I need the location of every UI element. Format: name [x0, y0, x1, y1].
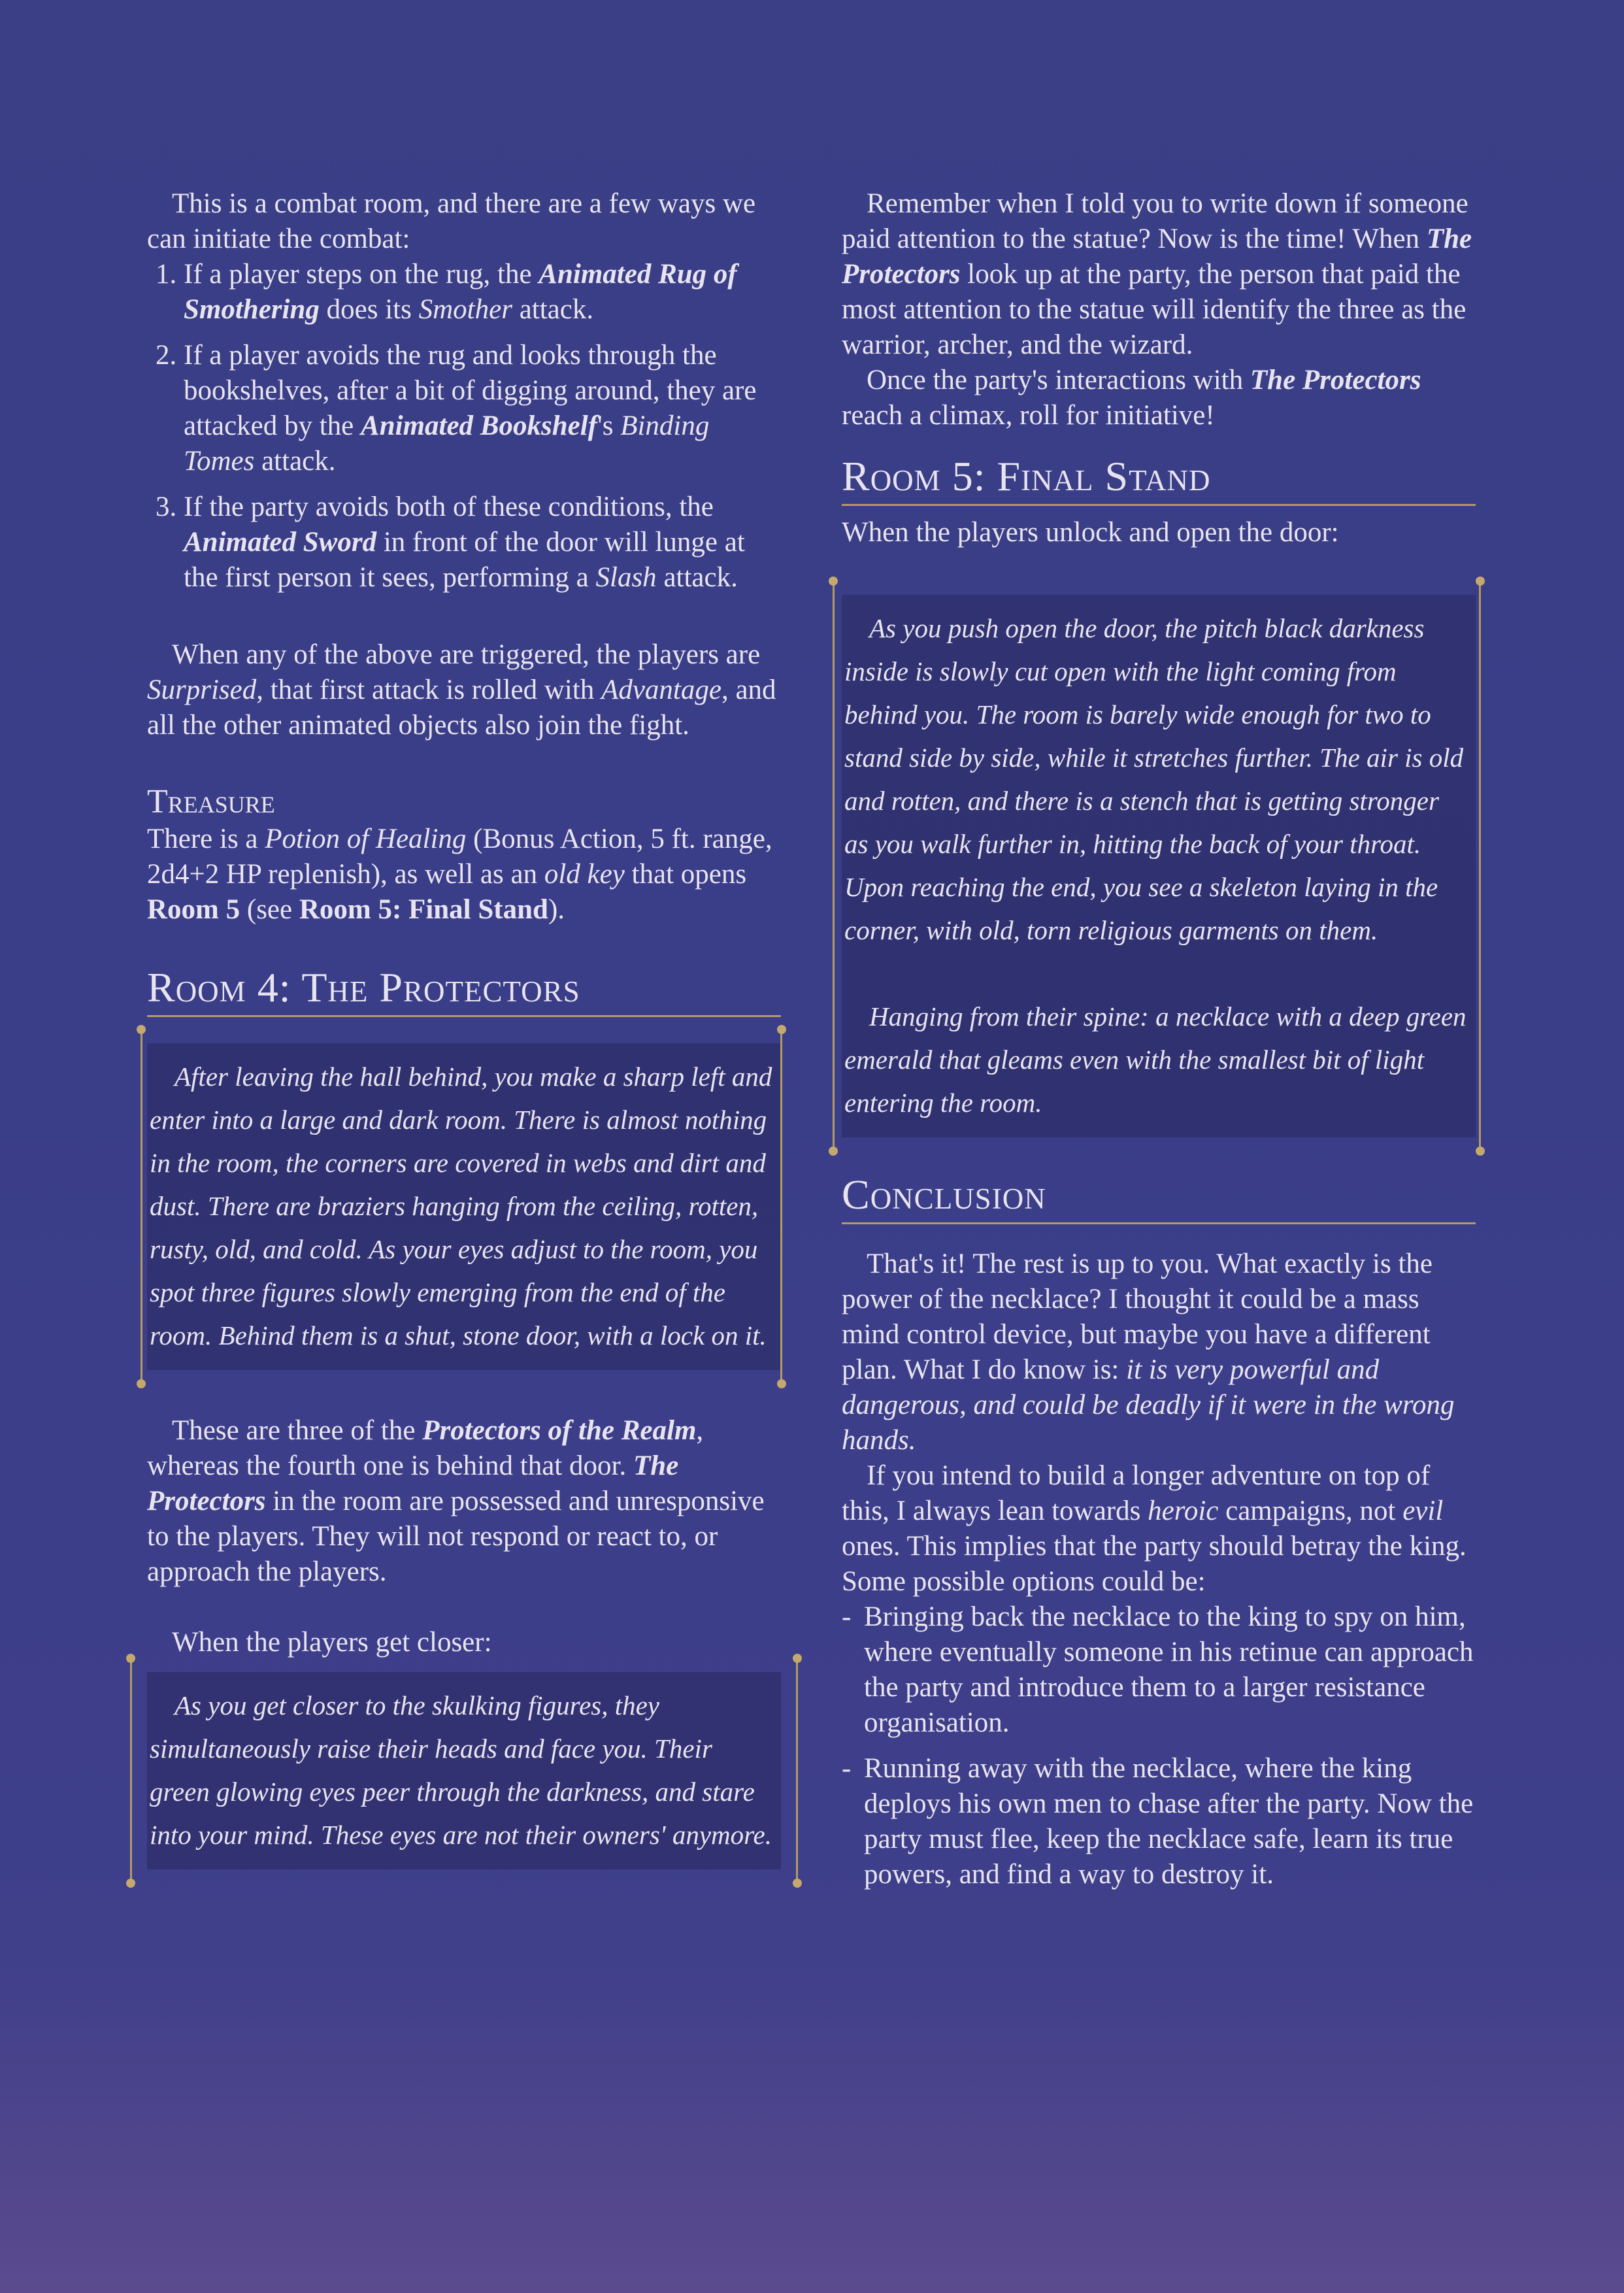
frame-dot [137, 1379, 146, 1388]
conclusion-paragraph-2: If you intend to build a longer adventure on top of this, I always lean towards heroic campaigns, not evil ones. This implies that the party should betray the king. Some possible options could be: [842, 1460, 1467, 1597]
frame-left [833, 580, 835, 1152]
frame-right [780, 1029, 782, 1384]
room4-readaloud-box [147, 1043, 781, 1370]
frame-dot [1476, 1146, 1485, 1156]
conclusion-paragraph-1: That's it! The rest is up to you. What exactly is the power of the necklace? I thought it could be a mass mind control device, but maybe you have a different plan. What I do know is: it is very powerful and dangerous, and could be deadly if it were in the wrong hands. [842, 1248, 1455, 1456]
list-item: 1. If a player steps on the rug, the Animated Rug of Smothering does its Smother attack. [184, 257, 781, 327]
frame-dot [793, 1879, 802, 1888]
treasure-paragraph: There is a Potion of Healing (Bonus Action, 5 ft. range, 2d4+2 HP replenish), as well as an old key that opens Room 5 (see Room 5: Final Stand). [147, 824, 772, 925]
room5-readaloud-1: As you push open the door, the pitch black darkness inside is slowly cut open with the light coming from behind you. The room is barely wide enough for two to stand side by side, while it stretches further. The air is old and rotten, and there is a stench that is getting stronger as you walk further in, hitting the back of your throat. Upon reaching the end, you see a skeleton laying in the corner, with old, torn religious garments on them. [844, 613, 1464, 945]
room4-readaloud: After leaving the hall behind, you make a sharp left and enter into a large and dark room. There is almost nothing in the room, the corners are covered in webs and dirt and dust. There are braziers hanging from the ceiling, rotten, rusty, old, and cold. As your eyes adjust to the room, you spot three figures slowly emerging from the end of the room. Behind them is a shut, stone door, with a lock on it. [150, 1062, 772, 1350]
trigger-paragraph: When any of the above are triggered, the players are Surprised, that first attack is rolled with Advantage, and all the other animated objects also join the fight. [147, 639, 776, 741]
treasure-heading: Treasure [147, 783, 275, 820]
room5-heading: Room 5: Final Stand [842, 453, 1476, 506]
frame-dot [777, 1025, 786, 1034]
combat-intro: This is a combat room, and there are a few ways we can initiate the combat: [147, 188, 756, 254]
frame-left [130, 1658, 132, 1884]
frame-dot [793, 1654, 802, 1663]
room5-intro: When the players unlock and open the door: [842, 517, 1339, 548]
room5-readaloud-box [842, 595, 1476, 1137]
protectors-paragraph: These are three of the Protectors of the Realm, whereas the fourth one is behind that door. The Protectors in the room are possessed and unresponsive to the players. They will not respond or react to, or approach the players. [147, 1415, 765, 1587]
frame-dot [137, 1025, 146, 1034]
climax-paragraph: Once the party's interactions with The Protectors reach a climax, roll for initiative! [842, 365, 1421, 431]
frame-right [796, 1658, 798, 1884]
closer-readaloud-box [147, 1672, 781, 1869]
list-item: 3. If the party avoids both of these conditions, the Animated Sword in front of the door will lunge at the first person it sees, performing a Slash attack. [184, 490, 781, 595]
frame-dot [829, 1146, 838, 1156]
conclusion-heading: Conclusion [842, 1171, 1476, 1224]
list-item: - Running away with the necklace, where the king deploys his own men to chase after the party. Now the party must flee, keep the necklace safe, learn its true powers, and find a way to destroy it. [842, 1751, 1476, 1892]
frame-dot [126, 1654, 135, 1663]
frame-left [141, 1029, 142, 1384]
closer-readaloud: As you get closer to the skulking figures, they simultaneously raise their heads and face you. Their green glowing eyes peer through the darkness, and stare into your mind. These eyes are not their owners' anymore. [150, 1690, 772, 1850]
left-column [147, 186, 781, 1869]
trigger-list [147, 257, 781, 595]
right-column [842, 186, 1476, 1903]
frame-dot [126, 1879, 135, 1888]
list-item: 2. If a player avoids the rug and looks through the bookshelves, after a bit of digging around, they are attacked by the Animated Bookshelf's Binding Tomes attack. [184, 338, 781, 479]
frame-dot [829, 577, 838, 586]
frame-right [1479, 580, 1481, 1152]
options-list [842, 1599, 1476, 1892]
closer-intro: When the players get closer: [172, 1627, 492, 1658]
room4-heading: Room 4: The Protectors [147, 964, 781, 1017]
list-item: - Bringing back the necklace to the king to spy on him, where eventually someone in his retinue can approach the party and introduce them to a larger resistance organisation. [842, 1599, 1476, 1741]
frame-dot [1476, 577, 1485, 586]
room5-readaloud-2: Hanging from their spine: a necklace with a deep green emerald that gleams even with the smallest bit of light entering the room. [844, 1001, 1467, 1118]
frame-dot [777, 1379, 786, 1388]
remember-paragraph: Remember when I told you to write down if someone paid attention to the statue? Now is the time! When The Protectors look up at the party, the person that paid the most attention to the statue will identify the three as the warrior, archer, and the wizard. [842, 188, 1472, 360]
